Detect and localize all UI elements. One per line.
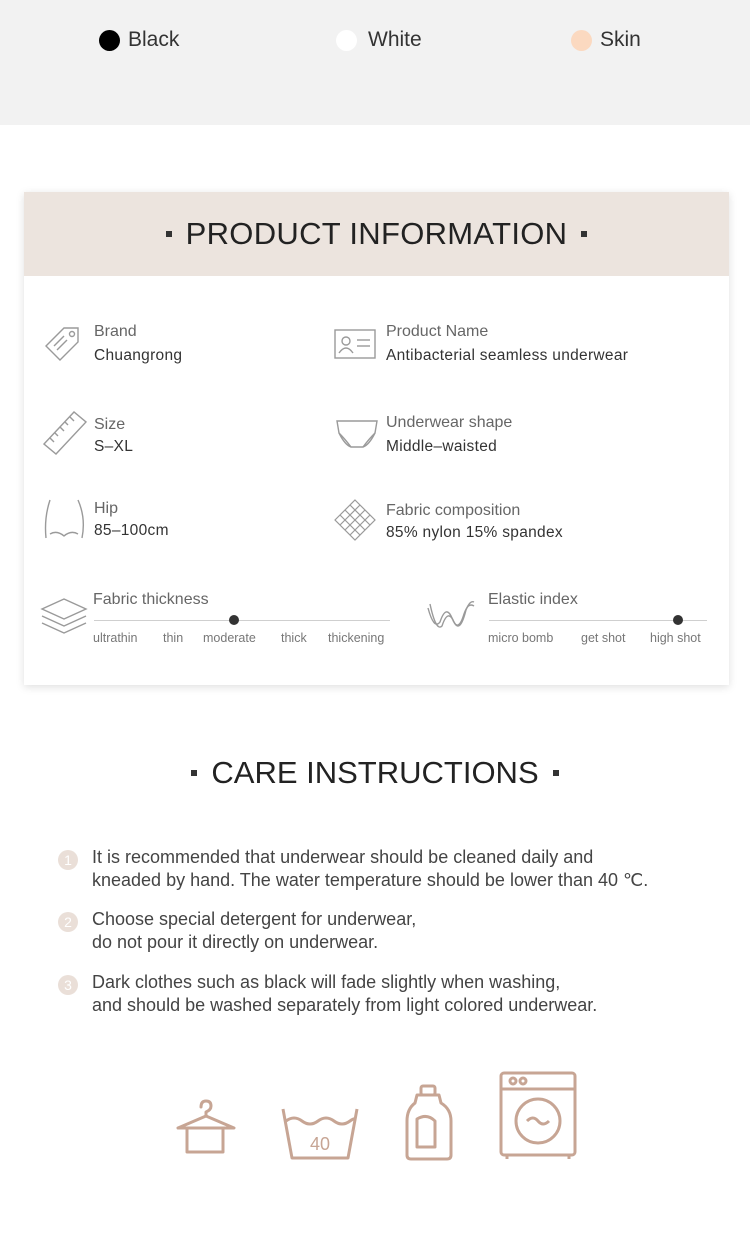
- color-option-label: Skin: [600, 28, 641, 51]
- briefs-icon: [335, 417, 379, 451]
- color-option-skin[interactable]: [571, 28, 641, 52]
- hip-label: Hip: [94, 500, 119, 517]
- thickness-tick: thick: [281, 631, 307, 645]
- title-bullet: [553, 770, 559, 776]
- product-name-info: [386, 323, 628, 365]
- care-step: [58, 908, 416, 954]
- brand-label: Brand: [94, 323, 137, 340]
- color-swatch-white: [336, 30, 357, 51]
- step-number: 1: [58, 850, 78, 870]
- product-info-header: [24, 192, 729, 276]
- step-line: Dark clothes such as black will fade slightly when washing,: [92, 972, 561, 992]
- tag-icon: [42, 322, 86, 366]
- size-value: S–XL: [94, 438, 134, 455]
- care-step: [58, 846, 648, 892]
- title-bullet: [191, 770, 197, 776]
- thickness-tick: thin: [163, 631, 184, 645]
- id-card-icon: [334, 328, 376, 360]
- washing-machine-icon: [499, 1071, 577, 1161]
- wash-basin-icon: [280, 1105, 360, 1161]
- thickness-tick: ultrathin: [93, 631, 138, 645]
- shape-label: Underwear shape: [386, 414, 513, 431]
- wave-icon: [426, 600, 476, 636]
- shape-value: Middle–waisted: [386, 438, 498, 455]
- elastic-indicator: [673, 615, 683, 625]
- thickness-tick: moderate: [203, 631, 256, 645]
- step-line: do not pour it directly on underwear.: [92, 932, 379, 952]
- ruler-icon: [42, 408, 88, 456]
- fabric-value: 85% nylon 15% spandex: [386, 524, 563, 541]
- step-line: It is recommended that underwear should be cleaned daily and: [92, 847, 594, 867]
- hip-icon: [42, 498, 86, 542]
- thickness-track: [94, 620, 390, 621]
- brand-info: [94, 323, 182, 365]
- step-text: [92, 908, 416, 954]
- color-swatch-black: [99, 30, 120, 51]
- product-info-title: PRODUCT INFORMATION: [185, 216, 568, 251]
- shape-info: [386, 414, 512, 456]
- step-number: 3: [58, 975, 78, 995]
- fabric-icon: [333, 498, 377, 542]
- step-number: 2: [58, 912, 78, 932]
- thickness-label: Fabric thickness: [93, 591, 209, 608]
- product-info-card: [24, 192, 729, 685]
- title-bullet: [581, 231, 587, 237]
- color-option-label: Black: [128, 28, 180, 51]
- fabric-label: Fabric composition: [386, 502, 521, 519]
- color-option-label: White: [368, 28, 422, 51]
- brand-value: Chuangrong: [94, 347, 183, 364]
- thickness-tick: thickening: [328, 631, 385, 645]
- step-line: and should be washed separately from light colored underwear.: [92, 995, 598, 1015]
- care-instructions-header: [0, 755, 750, 791]
- wash-temp-label: 40: [309, 1134, 331, 1154]
- size-info: [94, 416, 133, 456]
- hanger-icon: [175, 1098, 237, 1156]
- detergent-bottle-icon: [403, 1083, 455, 1161]
- color-option-white[interactable]: [336, 28, 422, 52]
- size-label: Size: [94, 416, 126, 433]
- color-swatch-skin: [571, 30, 592, 51]
- step-line: kneaded by hand. The water temperature should be lower than 40 ℃.: [92, 870, 649, 890]
- care-step: [58, 971, 597, 1017]
- color-option-black[interactable]: [99, 28, 179, 52]
- step-line: Choose special detergent for underwear,: [92, 909, 417, 929]
- hip-value: 85–100cm: [94, 522, 169, 539]
- elastic-tick: micro bomb: [488, 631, 554, 645]
- thickness-indicator: [229, 615, 239, 625]
- title-bullet: [166, 231, 172, 237]
- hip-info: [94, 500, 169, 540]
- elastic-label: Elastic index: [488, 591, 578, 608]
- step-text: [92, 971, 597, 1017]
- layers-icon: [40, 597, 88, 639]
- color-selector-bar: [0, 0, 750, 125]
- step-text: [92, 846, 648, 892]
- product-name-value: Antibacterial seamless underwear: [386, 347, 629, 364]
- elastic-tick: get shot: [581, 631, 626, 645]
- elastic-tick: high shot: [650, 631, 701, 645]
- care-instructions-title: CARE INSTRUCTIONS: [211, 755, 539, 790]
- fabric-info: [386, 502, 563, 542]
- product-name-label: Product Name: [386, 323, 489, 340]
